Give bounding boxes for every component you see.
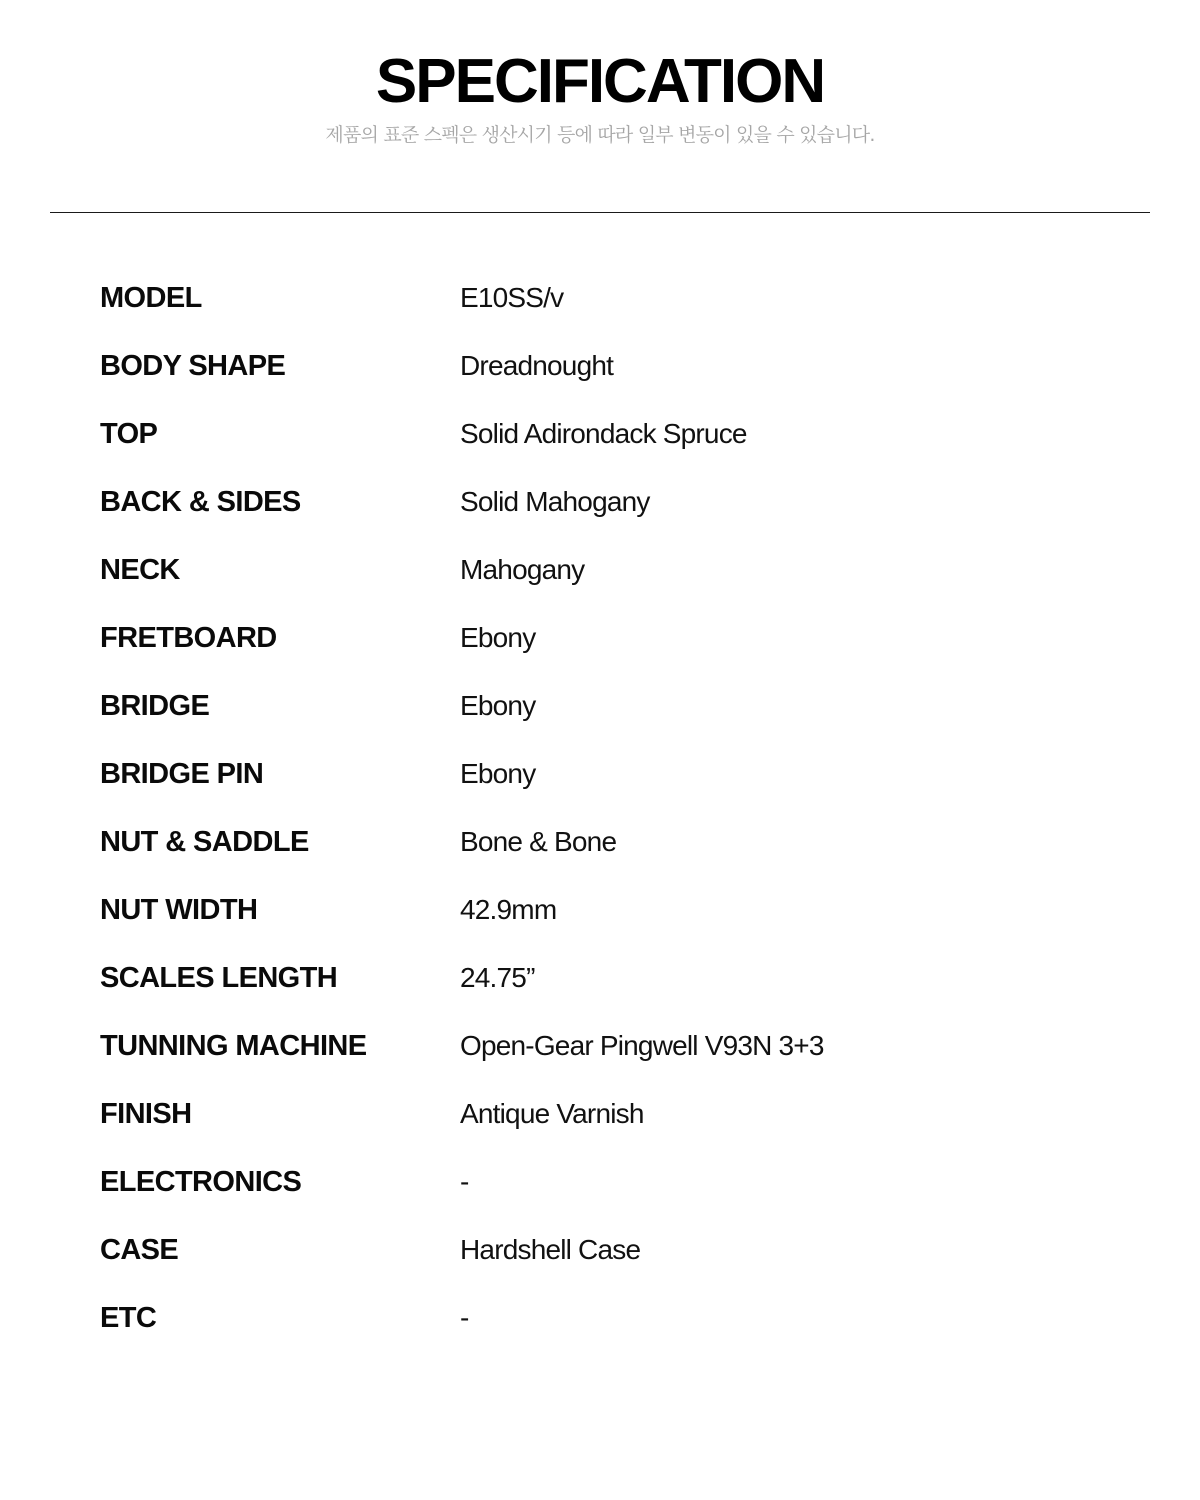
spec-label: FRETBOARD: [100, 621, 277, 654]
spec-row-finish: [100, 1080, 1100, 1148]
spec-value: Mahogany: [460, 554, 585, 585]
spec-value: Ebony: [460, 690, 536, 721]
spec-value: Solid Mahogany: [460, 486, 650, 517]
spec-value: Ebony: [460, 758, 536, 789]
spec-value: Ebony: [460, 622, 536, 653]
spec-value: Solid Adirondack Spruce: [460, 418, 747, 449]
spec-row-fretboard: [100, 604, 1100, 672]
spec-value: -: [460, 1302, 469, 1333]
spec-row-body-shape: [100, 332, 1100, 400]
spec-label: MODEL: [100, 281, 202, 314]
spec-row-neck: [100, 536, 1100, 604]
spec-value: Open-Gear Pingwell V93N 3+3: [460, 1030, 824, 1061]
spec-label: SCALES LENGTH: [100, 961, 338, 994]
spec-label: BACK & SIDES: [100, 485, 301, 518]
page-title: SPECIFICATION: [375, 47, 825, 116]
spec-label: TUNNING MACHINE: [100, 1029, 367, 1062]
page-subtitle: 제품의 표준 스펙은 생산시기 등에 따라 일부 변동이 있을 수 있습니다.: [325, 124, 875, 146]
spec-label: CASE: [100, 1233, 179, 1266]
spec-row-nut-width: [100, 876, 1100, 944]
spec-label: NECK: [100, 553, 180, 586]
spec-row-bridge: [100, 672, 1100, 740]
spec-value: Dreadnought: [460, 350, 614, 381]
spec-table: [100, 264, 1100, 1352]
spec-label: TOP: [100, 417, 158, 450]
spec-label: ELECTRONICS: [100, 1165, 302, 1198]
spec-row-tunning-machine: [100, 1012, 1100, 1080]
spec-value: Bone & Bone: [460, 826, 617, 857]
spec-label: FINISH: [100, 1097, 192, 1130]
spec-row-bridge-pin: [100, 740, 1100, 808]
divider: [50, 212, 1150, 213]
spec-label: ETC: [100, 1301, 157, 1334]
spec-value: 24.75”: [460, 962, 535, 993]
spec-row-nut-saddle: [100, 808, 1100, 876]
spec-value: E10SS/v: [460, 282, 564, 313]
spec-row-etc: [100, 1284, 1100, 1352]
spec-row-case: [100, 1216, 1100, 1284]
spec-value: -: [460, 1166, 469, 1197]
spec-label: BRIDGE: [100, 689, 210, 722]
spec-row-back-sides: [100, 468, 1100, 536]
spec-row-model: [100, 264, 1100, 332]
spec-row-scales-length: [100, 944, 1100, 1012]
spec-label: NUT WIDTH: [100, 893, 258, 926]
spec-label: BRIDGE PIN: [100, 757, 264, 790]
spec-label: BODY SHAPE: [100, 349, 286, 382]
spec-label: NUT & SADDLE: [100, 825, 309, 858]
spec-row-top: [100, 400, 1100, 468]
spec-row-electronics: [100, 1148, 1100, 1216]
spec-value: Antique Varnish: [460, 1098, 644, 1129]
spec-value: Hardshell Case: [460, 1234, 641, 1265]
spec-value: 42.9mm: [460, 894, 557, 925]
